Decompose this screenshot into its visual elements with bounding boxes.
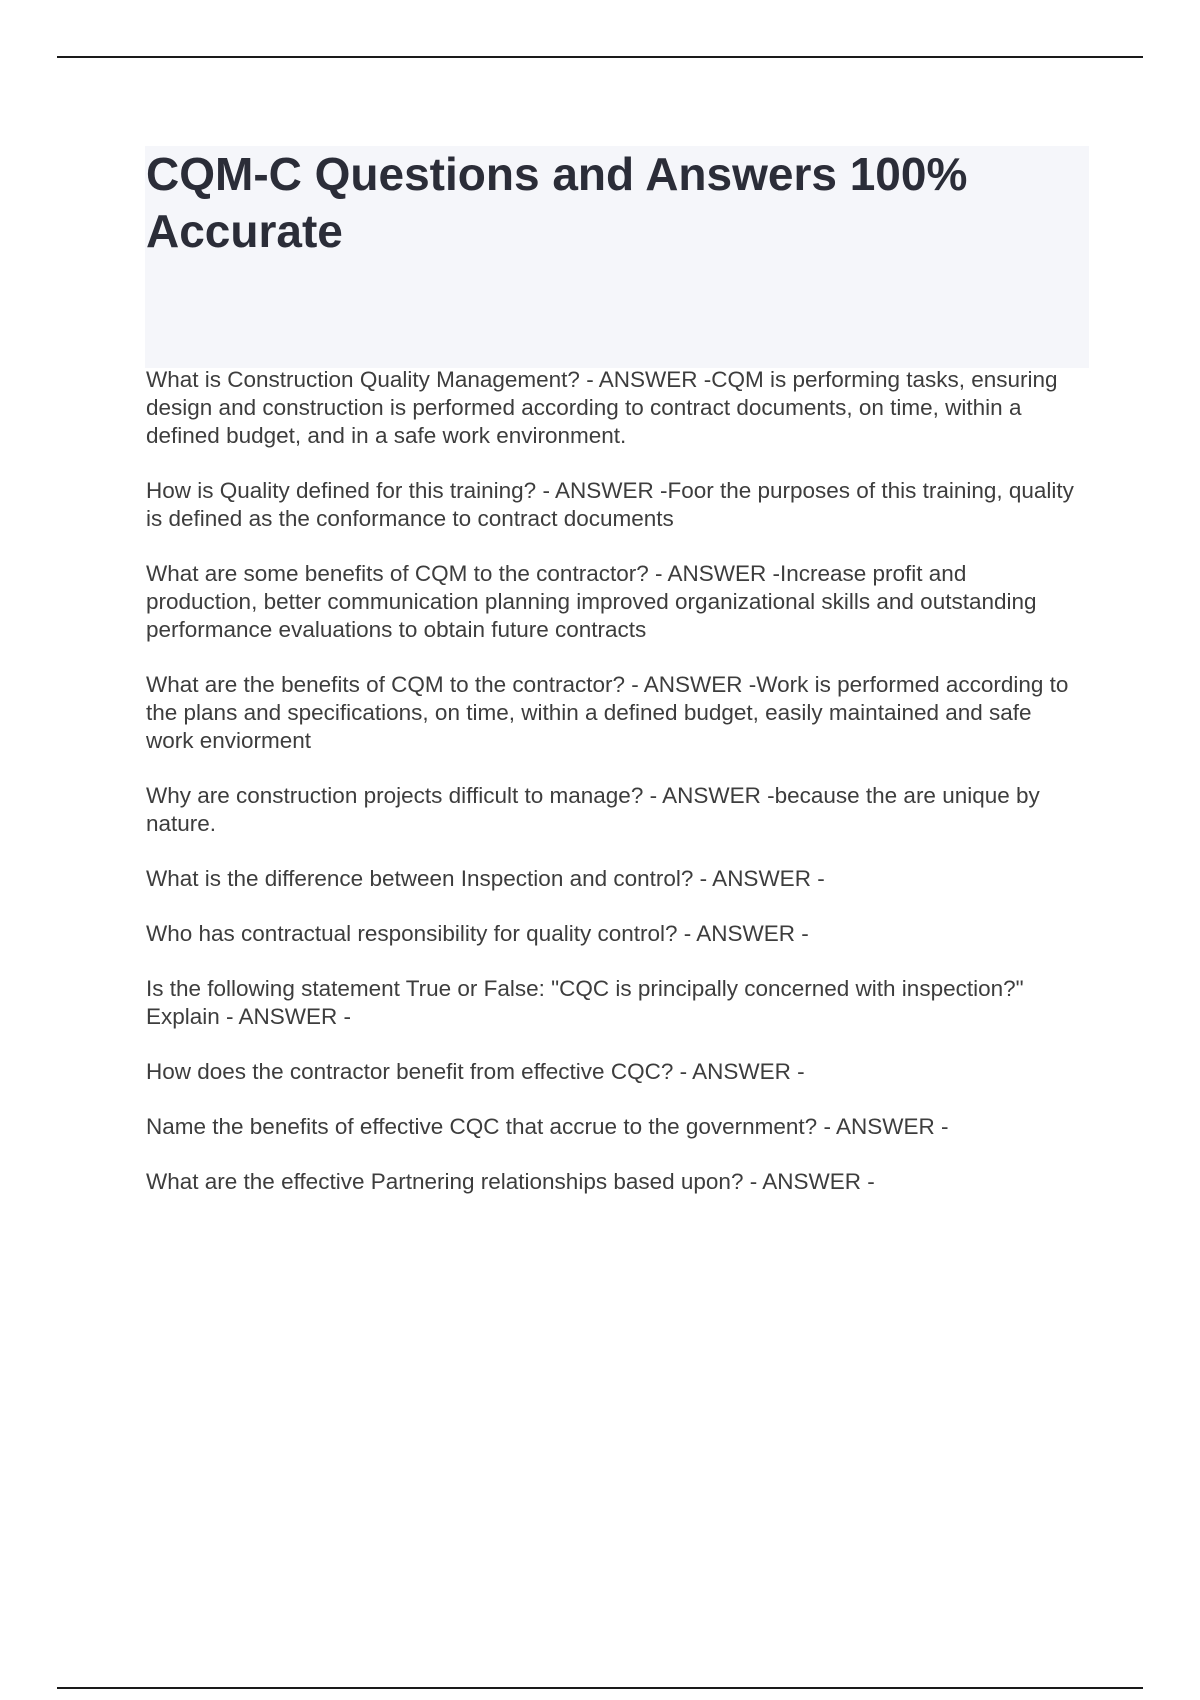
qa-item-1: What is Construction Quality Management? - ANSWER -CQM is performing tasks, ensuring design and construction is performed according to contract documents, on time, within a defined budget, and in a safe work environment.: [146, 367, 1058, 448]
qa-item-3: What are some benefits of CQM to the contractor? - ANSWER -Increase profit and production, better communication planning improved organizational skills and outstanding performance evaluations to obtain future contracts: [146, 561, 1037, 642]
qa-item-5: Why are construction projects difficult to manage? - ANSWER -because the are unique by nature.: [146, 783, 1040, 836]
document-title: CQM-C Questions and Answers 100% Accurate: [146, 148, 968, 257]
qa-item-9: How does the contractor benefit from effective CQC? - ANSWER -: [146, 1059, 805, 1084]
qa-item-4: What are the benefits of CQM to the contractor? - ANSWER -Work is performed according to the plans and specifications, on time, within a defined budget, easily maintained and safe work enviorment: [146, 672, 1069, 753]
qa-item-6: What is the difference between Inspection and control? - ANSWER -: [146, 866, 825, 891]
qa-item-10: Name the benefits of effective CQC that accrue to the government? - ANSWER -: [146, 1114, 949, 1139]
header-rule: [57, 56, 1143, 58]
qa-item-8: Is the following statement True or False: "CQC is principally concerned with inspection?" Explain - ANSWER -: [146, 976, 1024, 1029]
footer-rule: [57, 1687, 1143, 1689]
qa-item-2: How is Quality defined for this training? - ANSWER -Foor the purposes of this training, quality is defined as the conformance to contract documents: [146, 478, 1074, 531]
qa-item-7: Who has contractual responsibility for quality control? - ANSWER -: [146, 921, 809, 946]
qa-list: [146, 366, 1081, 1223]
qa-item-11: What are the effective Partnering relationships based upon? - ANSWER -: [146, 1169, 875, 1194]
